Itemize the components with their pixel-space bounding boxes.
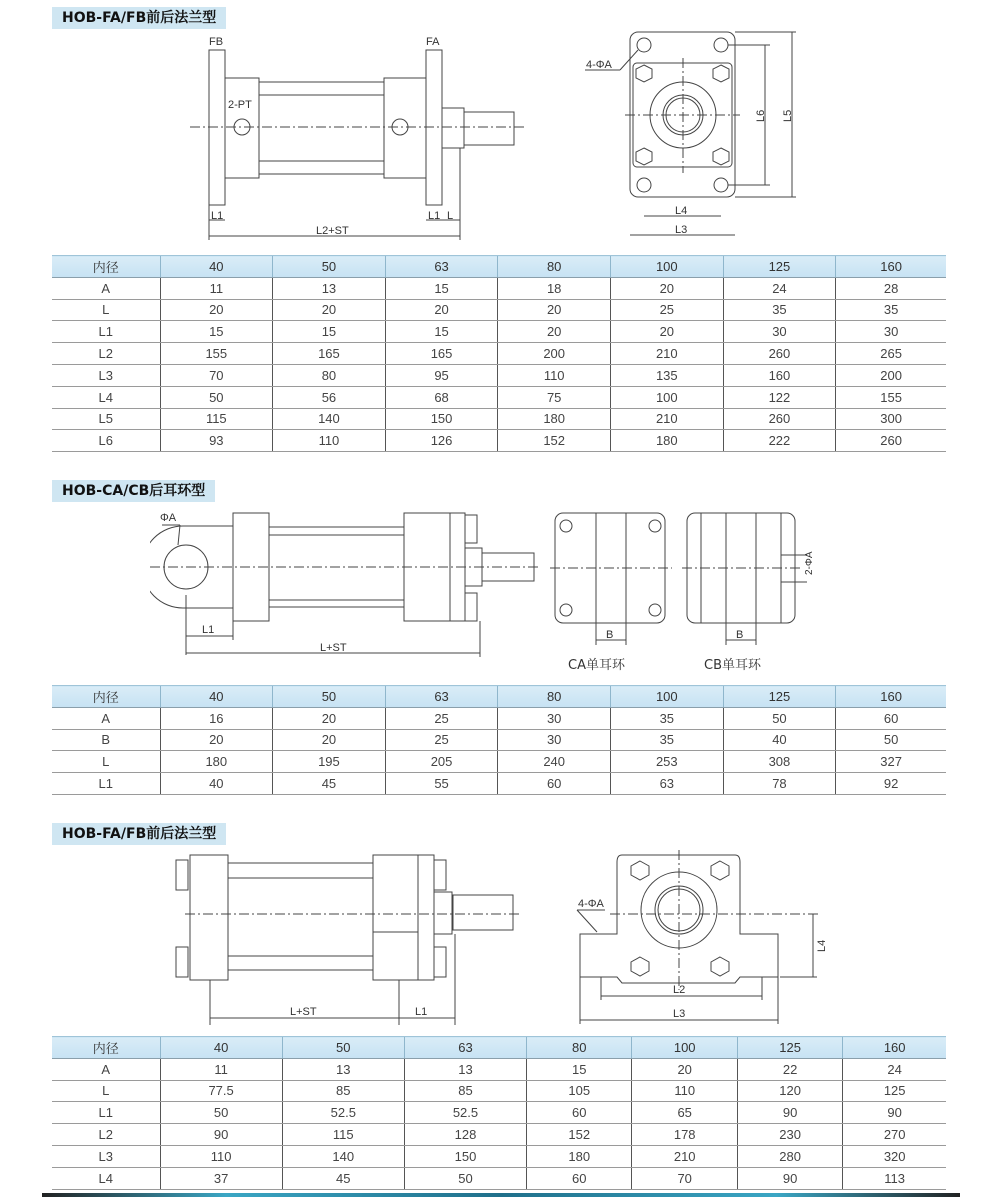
value-cell: 20 <box>160 729 273 751</box>
row-label-cell: L <box>52 299 160 321</box>
table-row <box>52 707 946 729</box>
value-cell: 210 <box>611 343 724 365</box>
value-cell: 270 <box>843 1124 946 1146</box>
value-cell: 20 <box>632 1058 737 1080</box>
value-cell: 11 <box>160 1058 282 1080</box>
value-cell: 24 <box>843 1058 946 1080</box>
table-row <box>52 1058 946 1080</box>
row-label-cell: A <box>52 707 160 729</box>
value-cell: 308 <box>723 751 836 773</box>
value-cell: 40 <box>160 773 273 795</box>
svg-text:L+ST: L+ST <box>290 1006 317 1018</box>
value-cell: 20 <box>385 299 498 321</box>
value-cell: 178 <box>632 1124 737 1146</box>
row-label-cell: L3 <box>52 364 160 386</box>
svg-text:B: B <box>606 629 614 641</box>
value-cell: 70 <box>632 1167 737 1189</box>
svg-text:L: L <box>447 210 454 222</box>
svg-text:L4: L4 <box>675 205 688 217</box>
svg-text:L2+ST: L2+ST <box>316 225 349 237</box>
value-cell: 52.5 <box>404 1102 526 1124</box>
svg-text:2-ΦA: 2-ΦA <box>804 551 815 575</box>
svg-text:L3: L3 <box>675 224 688 236</box>
ca-cb-side-view-drawing <box>150 505 550 665</box>
row-label-cell: L2 <box>52 343 160 365</box>
value-cell: 90 <box>843 1102 946 1124</box>
value-cell: 80 <box>273 364 386 386</box>
value-cell: 20 <box>273 729 386 751</box>
value-cell: 30 <box>498 707 611 729</box>
row-label-cell: A <box>52 277 160 299</box>
header-cell-bore: 内径 <box>52 1037 160 1059</box>
table-row <box>52 751 946 773</box>
value-cell: 25 <box>385 707 498 729</box>
value-cell: 265 <box>836 343 946 365</box>
value-cell: 60 <box>527 1102 632 1124</box>
footer-accent-bar <box>42 1193 960 1197</box>
value-cell: 140 <box>273 408 386 430</box>
value-cell: 92 <box>836 773 946 795</box>
row-label-cell: L <box>52 751 160 773</box>
svg-text:B: B <box>736 629 744 641</box>
header-cell: 63 <box>385 686 498 708</box>
svg-text:L6: L6 <box>755 109 767 122</box>
svg-text:FA: FA <box>426 36 440 48</box>
header-cell: 125 <box>723 256 836 278</box>
svg-text:FB: FB <box>209 36 224 48</box>
header-cell: 125 <box>737 1037 842 1059</box>
header-cell: 100 <box>632 1037 737 1059</box>
value-cell: 230 <box>737 1124 842 1146</box>
value-cell: 13 <box>282 1058 404 1080</box>
value-cell: 20 <box>273 299 386 321</box>
value-cell: 28 <box>836 277 946 299</box>
value-cell: 90 <box>160 1124 282 1146</box>
value-cell: 253 <box>611 751 724 773</box>
table-header-row <box>52 1037 946 1059</box>
value-cell: 30 <box>723 321 836 343</box>
value-cell: 70 <box>160 364 273 386</box>
value-cell: 125 <box>843 1080 946 1102</box>
value-cell: 50 <box>836 729 946 751</box>
section-2-spec-table <box>52 685 946 795</box>
value-cell: 128 <box>404 1124 526 1146</box>
value-cell: 20 <box>273 707 386 729</box>
value-cell: 20 <box>160 299 273 321</box>
value-cell: 25 <box>611 299 724 321</box>
header-cell: 160 <box>836 686 946 708</box>
row-label-cell: L2 <box>52 1124 160 1146</box>
fa-fb-tierod-front-view-drawing <box>575 850 835 1025</box>
value-cell: 93 <box>160 430 273 452</box>
value-cell: 90 <box>737 1167 842 1189</box>
header-cell: 160 <box>836 256 946 278</box>
value-cell: 150 <box>385 408 498 430</box>
svg-text:CA单耳环: CA单耳环 <box>568 658 625 673</box>
table-row <box>52 299 946 321</box>
value-cell: 25 <box>385 729 498 751</box>
svg-text:L+ST: L+ST <box>320 642 347 654</box>
value-cell: 18 <box>498 277 611 299</box>
value-cell: 327 <box>836 751 946 773</box>
value-cell: 120 <box>737 1080 842 1102</box>
value-cell: 22 <box>737 1058 842 1080</box>
value-cell: 35 <box>611 707 724 729</box>
svg-text:L1: L1 <box>211 210 224 222</box>
value-cell: 195 <box>273 751 386 773</box>
value-cell: 45 <box>282 1167 404 1189</box>
value-cell: 110 <box>273 430 386 452</box>
value-cell: 95 <box>385 364 498 386</box>
section-1-title: HOB-FA/FB前后法兰型 <box>52 7 226 29</box>
row-label-cell: A <box>52 1058 160 1080</box>
row-label-cell: L5 <box>52 408 160 430</box>
svg-text:L1: L1 <box>202 624 215 636</box>
value-cell: 30 <box>498 729 611 751</box>
row-label-cell: L4 <box>52 386 160 408</box>
table-row <box>52 408 946 430</box>
value-cell: 300 <box>836 408 946 430</box>
fa-fb-side-view-drawing <box>190 30 530 245</box>
value-cell: 24 <box>723 277 836 299</box>
row-label-cell: B <box>52 729 160 751</box>
header-cell: 40 <box>160 686 273 708</box>
table-row <box>52 1080 946 1102</box>
value-cell: 60 <box>498 773 611 795</box>
header-cell-bore: 内径 <box>52 256 160 278</box>
row-label-cell: L1 <box>52 1102 160 1124</box>
value-cell: 210 <box>632 1145 737 1167</box>
value-cell: 15 <box>160 321 273 343</box>
svg-text:CB单耳环: CB单耳环 <box>704 658 761 673</box>
value-cell: 180 <box>160 751 273 773</box>
value-cell: 280 <box>737 1145 842 1167</box>
row-label-cell: L4 <box>52 1167 160 1189</box>
section-3-spec-table <box>52 1036 946 1190</box>
value-cell: 35 <box>836 299 946 321</box>
value-cell: 126 <box>385 430 498 452</box>
table-row <box>52 321 946 343</box>
value-cell: 63 <box>611 773 724 795</box>
header-cell: 80 <box>498 686 611 708</box>
table-row <box>52 773 946 795</box>
value-cell: 115 <box>282 1124 404 1146</box>
value-cell: 180 <box>611 430 724 452</box>
value-cell: 180 <box>527 1145 632 1167</box>
value-cell: 35 <box>611 729 724 751</box>
value-cell: 152 <box>527 1124 632 1146</box>
table-header-row <box>52 686 946 708</box>
fa-fb-tierod-side-view-drawing <box>170 850 530 1025</box>
value-cell: 75 <box>498 386 611 408</box>
value-cell: 260 <box>723 408 836 430</box>
value-cell: 35 <box>723 299 836 321</box>
value-cell: 15 <box>385 321 498 343</box>
value-cell: 13 <box>404 1058 526 1080</box>
table-row <box>52 277 946 299</box>
value-cell: 50 <box>160 386 273 408</box>
value-cell: 16 <box>160 707 273 729</box>
value-cell: 56 <box>273 386 386 408</box>
header-cell-bore: 内径 <box>52 686 160 708</box>
value-cell: 155 <box>836 386 946 408</box>
svg-text:ΦA: ΦA <box>160 512 177 524</box>
value-cell: 180 <box>498 408 611 430</box>
value-cell: 50 <box>404 1167 526 1189</box>
value-cell: 200 <box>836 364 946 386</box>
table-row <box>52 1167 946 1189</box>
row-label-cell: L1 <box>52 773 160 795</box>
header-cell: 125 <box>723 686 836 708</box>
value-cell: 68 <box>385 386 498 408</box>
value-cell: 105 <box>527 1080 632 1102</box>
row-label-cell: L <box>52 1080 160 1102</box>
svg-text:4-ΦA: 4-ΦA <box>578 898 604 910</box>
header-cell: 40 <box>160 256 273 278</box>
value-cell: 13 <box>273 277 386 299</box>
row-label-cell: L3 <box>52 1145 160 1167</box>
value-cell: 50 <box>160 1102 282 1124</box>
value-cell: 110 <box>632 1080 737 1102</box>
table-row <box>52 1102 946 1124</box>
value-cell: 260 <box>723 343 836 365</box>
value-cell: 110 <box>498 364 611 386</box>
svg-text:L1: L1 <box>428 210 441 222</box>
value-cell: 150 <box>404 1145 526 1167</box>
value-cell: 50 <box>723 707 836 729</box>
value-cell: 152 <box>498 430 611 452</box>
value-cell: 20 <box>611 277 724 299</box>
row-label-cell: L6 <box>52 430 160 452</box>
value-cell: 77.5 <box>160 1080 282 1102</box>
value-cell: 320 <box>843 1145 946 1167</box>
header-cell: 80 <box>498 256 611 278</box>
value-cell: 222 <box>723 430 836 452</box>
value-cell: 155 <box>160 343 273 365</box>
value-cell: 15 <box>385 277 498 299</box>
value-cell: 90 <box>737 1102 842 1124</box>
table-row <box>52 386 946 408</box>
value-cell: 115 <box>160 408 273 430</box>
header-cell: 100 <box>611 686 724 708</box>
value-cell: 260 <box>836 430 946 452</box>
svg-text:2-PT: 2-PT <box>228 99 252 111</box>
svg-text:L2: L2 <box>673 984 686 996</box>
value-cell: 30 <box>836 321 946 343</box>
header-cell: 160 <box>843 1037 946 1059</box>
header-cell: 50 <box>282 1037 404 1059</box>
table-row <box>52 343 946 365</box>
value-cell: 85 <box>282 1080 404 1102</box>
value-cell: 160 <box>723 364 836 386</box>
value-cell: 140 <box>282 1145 404 1167</box>
value-cell: 20 <box>498 299 611 321</box>
cb-end-view-drawing <box>682 505 822 680</box>
header-cell: 63 <box>385 256 498 278</box>
table-row <box>52 729 946 751</box>
value-cell: 52.5 <box>282 1102 404 1124</box>
row-label-cell: L1 <box>52 321 160 343</box>
value-cell: 65 <box>632 1102 737 1124</box>
value-cell: 165 <box>273 343 386 365</box>
table-row <box>52 364 946 386</box>
value-cell: 15 <box>527 1058 632 1080</box>
value-cell: 60 <box>836 707 946 729</box>
value-cell: 78 <box>723 773 836 795</box>
value-cell: 85 <box>404 1080 526 1102</box>
header-cell: 40 <box>160 1037 282 1059</box>
table-row <box>52 430 946 452</box>
section-2-title: HOB-CA/CB后耳环型 <box>52 480 215 502</box>
value-cell: 200 <box>498 343 611 365</box>
svg-text:L5: L5 <box>782 109 794 122</box>
table-header-row <box>52 256 946 278</box>
value-cell: 135 <box>611 364 724 386</box>
value-cell: 11 <box>160 277 273 299</box>
header-cell: 80 <box>527 1037 632 1059</box>
value-cell: 45 <box>273 773 386 795</box>
value-cell: 205 <box>385 751 498 773</box>
header-cell: 50 <box>273 256 386 278</box>
svg-text:L4: L4 <box>816 939 828 952</box>
table-row <box>52 1124 946 1146</box>
svg-text:L1: L1 <box>415 1006 428 1018</box>
value-cell: 40 <box>723 729 836 751</box>
fa-fb-front-view-drawing <box>580 28 810 243</box>
value-cell: 122 <box>723 386 836 408</box>
value-cell: 210 <box>611 408 724 430</box>
svg-text:4-ΦA: 4-ΦA <box>586 59 612 71</box>
value-cell: 60 <box>527 1167 632 1189</box>
value-cell: 20 <box>498 321 611 343</box>
section-3-title: HOB-FA/FB前后法兰型 <box>52 823 226 845</box>
header-cell: 100 <box>611 256 724 278</box>
value-cell: 20 <box>611 321 724 343</box>
header-cell: 50 <box>273 686 386 708</box>
section-1-spec-table <box>52 255 946 452</box>
svg-text:L3: L3 <box>673 1008 686 1020</box>
value-cell: 240 <box>498 751 611 773</box>
value-cell: 110 <box>160 1145 282 1167</box>
header-cell: 63 <box>404 1037 526 1059</box>
table-row <box>52 1145 946 1167</box>
value-cell: 113 <box>843 1167 946 1189</box>
value-cell: 55 <box>385 773 498 795</box>
value-cell: 165 <box>385 343 498 365</box>
value-cell: 15 <box>273 321 386 343</box>
value-cell: 37 <box>160 1167 282 1189</box>
ca-end-view-drawing <box>550 505 675 680</box>
value-cell: 100 <box>611 386 724 408</box>
